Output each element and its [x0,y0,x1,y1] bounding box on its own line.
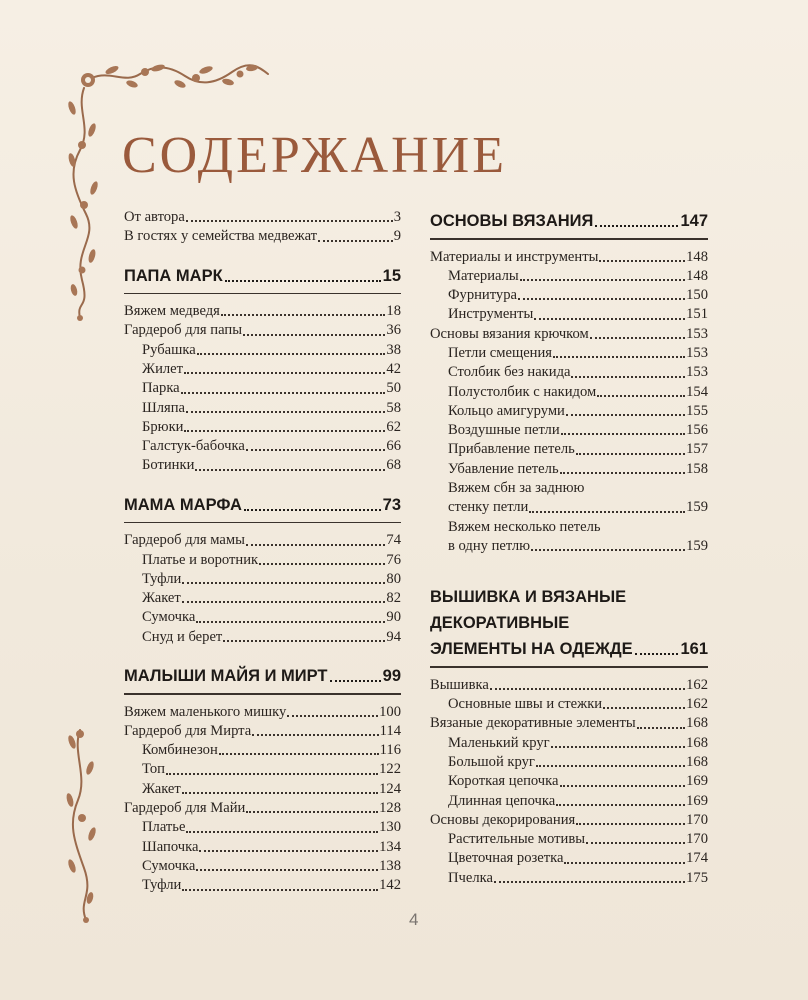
toc-entry-title: Парка [142,380,180,397]
toc-entry-page: 170 [686,831,708,848]
toc-entry[interactable] [430,869,708,888]
dot-leader [553,346,685,358]
toc-entry-title: Столбик без накида [448,364,571,381]
toc-entry-page: 142 [379,877,401,894]
toc-entry-title: Фурнитура [448,287,517,304]
toc-entry-title: Гардероб для Мирта [124,722,252,739]
toc-entry[interactable] [430,753,708,772]
toc-entry-page: 124 [379,780,401,797]
toc-entry-page: 154 [686,383,708,400]
toc-entry-page: 68 [386,457,401,474]
toc-entry-title: Материалы и инструменты [430,248,599,265]
toc-entry-page: 128 [379,800,401,817]
toc-entry[interactable] [430,402,708,421]
toc-entry-page: 80 [386,570,401,587]
toc-entry[interactable] [430,305,708,324]
dot-leader [184,362,385,374]
toc-entry[interactable] [124,838,401,857]
toc-entry[interactable] [430,286,708,305]
toc-entry-title: Комбинезон [142,742,218,759]
dot-leader [551,736,685,748]
toc-entry-page: 138 [379,857,401,874]
toc-entry[interactable] [430,383,708,402]
dot-leader [556,794,685,806]
toc-entry-page: 162 [686,696,708,713]
toc-entry-page: 159 [686,537,708,554]
dot-leader [199,840,378,852]
toc-entry[interactable] [124,437,401,456]
toc-entry-page: 90 [386,609,401,626]
toc-entry-page: 153 [686,344,708,361]
toc-entry[interactable] [124,589,401,608]
toc-entry-title: Жилет [142,360,184,377]
toc-entry[interactable] [124,208,401,227]
dot-leader [246,534,385,546]
section-heading-papa[interactable]: ПАПА МАРК 15 [124,266,401,285]
toc-entry-title: Вязаные декоративные элементы [430,715,636,732]
dot-leader [186,401,385,413]
toc-entry-page: 169 [686,773,708,790]
dot-leader [571,366,685,378]
toc-entry[interactable] [124,360,401,379]
toc-entry-page: 153 [686,325,708,342]
toc-entry-title: Основы вязания крючком [430,325,589,342]
section-heading-embroidery-line3[interactable]: ЭЛЕМЕНТЫ НА ОДЕЖДЕ 161 [430,640,708,659]
dot-leader [560,775,686,787]
dot-leader [197,343,386,355]
divider [430,238,708,240]
toc-entry-page: 175 [686,869,708,886]
toc-entry[interactable] [124,760,401,779]
toc-entry-page: 42 [386,360,401,377]
toc-entry-page: 3 [393,209,401,225]
toc-entry-title: Гардероб для Майи [124,800,246,817]
toc-entry-title: Материалы [448,267,519,284]
toc-entry[interactable] [430,325,708,344]
dot-leader [182,572,385,584]
toc-entry-title: Растительные мотивы [448,831,586,848]
toc-entry-wrapped[interactable] [430,479,708,518]
toc-entry-title: Вышивка [430,676,489,693]
toc-entry-page: 168 [686,753,708,770]
toc-entry-title: Жакет [142,780,181,797]
toc-entry-title: В гостях у семейства медвежат [124,228,318,245]
toc-entry-page: 155 [686,402,708,419]
dot-leader [576,813,685,825]
toc-entry-page: 62 [386,418,401,435]
dot-leader [603,697,685,709]
section-heading-embroidery-line1[interactable]: ВЫШИВКА И ВЯЗАНЫЕ [430,588,627,607]
dot-leader [586,832,685,844]
toc-entry[interactable] [124,722,401,741]
divider [124,693,401,695]
dot-leader [181,382,386,394]
section-heading-kids[interactable]: МАЛЫШИ МАЙЯ И МИРТ 99 [124,667,401,686]
toc-entry[interactable] [124,570,401,589]
toc-entry-page: 168 [686,734,708,751]
dot-leader [184,420,385,432]
toc-entry[interactable] [124,418,401,437]
page-number: 4 [409,910,419,929]
toc-entry-page: 38 [386,341,401,358]
toc-entry[interactable] [430,830,708,849]
dot-leader [182,591,386,603]
toc-entry-title: Длинная цепочка [448,792,556,809]
dot-leader [221,304,386,316]
toc-entry-page: 66 [386,438,401,455]
dot-leader [599,250,685,262]
toc-entry-title: Полустолбик с накидом [448,383,597,400]
toc-entry-title: Шляпа [142,399,186,416]
dot-leader [252,724,378,736]
toc-entry-title: Убавление петель [448,460,559,477]
toc-entry-title-line2: стенку петли [448,499,529,516]
toc-entry-page: 168 [686,715,708,732]
toc-entry-page: 100 [379,703,401,720]
divider [430,666,708,668]
toc-entry-title: Галстук-бабочка [142,438,245,455]
toc-entry-page: 158 [686,460,708,477]
toc-entry[interactable] [430,714,708,733]
toc-right-column [430,208,708,888]
dot-leader [186,210,393,222]
dot-leader [518,288,685,300]
divider [124,522,401,524]
toc-entry-title: Большой круг [448,753,535,770]
toc-entry-page: 153 [686,364,708,381]
toc-entry-page: 148 [686,248,708,265]
toc-entry-title: Гардероб для мамы [124,532,245,549]
toc-entry-page: 50 [386,380,401,397]
toc-entry-title: Жакет [142,590,181,607]
dot-leader [561,423,685,435]
dot-leader [564,852,685,864]
toc-entry-page: 156 [686,422,708,439]
dot-leader [246,801,378,813]
toc-entry-page: 36 [386,322,401,339]
toc-entry-title: Туфли [142,570,182,587]
toc-entry-title: Шапочка [142,838,199,855]
toc-entry-title-line1: Вяжем сбн за заднюю [448,480,585,497]
dot-leader [243,324,385,336]
dot-leader [182,879,378,891]
toc-entry[interactable] [124,379,401,398]
toc-entry-title: Брюки [142,418,184,435]
toc-entry[interactable] [430,676,708,695]
toc-entry-title: Гардероб для папы [124,322,243,339]
toc-entry[interactable] [430,421,708,440]
toc-entry-page: 148 [686,267,708,284]
toc-entry-page: 159 [686,499,708,516]
toc-entry-page: 114 [379,722,401,739]
dot-leader [536,755,685,767]
toc-entry[interactable] [124,456,401,475]
dot-leader [166,763,378,775]
toc-entry[interactable] [430,695,708,714]
toc-entry-title: Инструменты [448,306,534,323]
toc-entry-title: Пчелка [448,869,493,886]
toc-entry[interactable] [124,608,401,627]
toc-entry-title: Цветочная розетка [448,850,564,867]
toc-entry-title: Кольцо амигуруми [448,402,565,419]
toc-entry[interactable] [124,227,401,246]
toc-entry-title: Снуд и берет [142,628,223,645]
toc-entry-page: 169 [686,792,708,809]
toc-entry[interactable] [124,341,401,360]
toc-entry-page: 58 [386,399,401,416]
toc-entry[interactable] [430,849,708,868]
toc-entry-title: Вяжем медведя [124,303,220,320]
toc-entry-title: От автора [124,209,185,225]
section-heading-mama[interactable]: МАМА МАРФА 73 [124,495,401,514]
dot-leader [219,743,379,755]
toc-entry[interactable] [430,248,708,267]
toc-entry[interactable] [124,628,401,647]
toc-entry-page: 18 [386,303,401,320]
toc-entry[interactable] [124,876,401,895]
toc-entry-title: Вяжем маленького мишку [124,703,287,720]
toc-entry[interactable] [124,551,401,570]
dot-leader [637,717,685,729]
toc-entry-wrapped[interactable] [430,518,708,557]
toc-entry-page: 130 [379,819,401,836]
dot-leader [531,539,685,551]
toc-entry[interactable] [124,399,401,418]
toc-entry-title: Воздушные петли [448,422,560,439]
toc-entry-page: 162 [686,676,708,693]
divider [124,293,401,295]
toc-entry[interactable] [430,267,708,286]
dot-leader [223,630,385,642]
dot-leader [196,859,378,871]
toc-entry[interactable] [124,818,401,837]
toc-entry[interactable] [430,440,708,459]
dot-leader [560,462,686,474]
toc-entry[interactable] [124,857,401,876]
toc-entry-page: 74 [386,532,401,549]
toc-entry[interactable] [430,792,708,811]
toc-entry-page: 122 [379,761,401,778]
toc-entry-title: Платье и воротник [142,551,259,568]
dot-leader [529,501,685,513]
toc-entry-title: Основы декорирования [430,811,576,828]
toc-entry[interactable] [124,531,401,550]
toc-entry[interactable] [124,780,401,799]
toc-entry-title: Петли смещения [448,344,553,361]
page-title: СОДЕРЖАНИЕ [122,127,507,184]
toc-entry-page: 9 [393,228,401,245]
dot-leader [494,871,685,883]
dot-leader [246,439,386,451]
toc-entry-page: 150 [686,287,708,304]
toc-entry-title-line1: Вяжем несколько петель [448,518,601,535]
toc-entry[interactable] [124,703,401,722]
toc-entry-title: Основные швы и стежки [448,696,603,713]
toc-entry-title: Туфли [142,877,182,894]
dot-leader [597,385,685,397]
dot-leader [576,443,685,455]
toc-entry-page: 134 [379,838,401,855]
dot-leader [590,327,685,339]
toc-entry-title: Прибавление петель [448,441,575,458]
dot-leader [566,404,685,416]
dot-leader [520,269,685,281]
section-heading-basics[interactable]: ОСНОВЫ ВЯЗАНИЯ 147 [430,212,708,230]
dot-leader [186,821,378,833]
toc-entry[interactable] [430,811,708,830]
toc-entry[interactable] [430,460,708,479]
toc-entry-title: Рубашка [142,341,196,358]
toc-entry-title: Платье [142,819,186,836]
toc-entry[interactable] [430,772,708,791]
toc-entry-title: Короткая цепочка [448,773,559,790]
toc-entry-title: Ботинки [142,457,195,474]
toc-entry-title: Сумочка [142,609,196,626]
toc-entry-title: Топ [142,761,165,778]
toc-entry-page: 174 [686,850,708,867]
toc-entry[interactable] [430,344,708,363]
dot-leader [287,705,378,717]
toc-entry-page: 116 [379,742,401,759]
toc-entry[interactable] [430,363,708,382]
dot-leader [534,308,685,320]
toc-entry-page: 157 [686,441,708,458]
toc-entry-title: Маленький круг [448,734,550,751]
section-heading-embroidery-line2[interactable]: ДЕКОРАТИВНЫЕ [430,614,570,633]
toc-entry[interactable] [124,741,401,760]
toc-entry[interactable] [124,321,401,340]
toc-entry-title-line2: в одну петлю [448,537,531,554]
dot-leader [182,782,378,794]
dot-leader [195,459,385,471]
dot-leader [259,553,385,565]
dot-leader [196,611,385,623]
toc-entry-page: 76 [386,551,401,568]
toc-entry-page: 170 [686,811,708,828]
toc-entry[interactable] [430,734,708,753]
toc-entry-page: 94 [386,628,401,645]
toc-entry[interactable] [124,799,401,818]
dot-leader [490,678,685,690]
dot-leader [318,230,393,242]
toc-entry-title: Сумочка [142,857,196,874]
toc-entry[interactable] [124,302,401,321]
toc-entry-page: 82 [386,590,401,607]
toc-left-column [124,208,401,896]
toc-entry-page: 151 [686,306,708,323]
